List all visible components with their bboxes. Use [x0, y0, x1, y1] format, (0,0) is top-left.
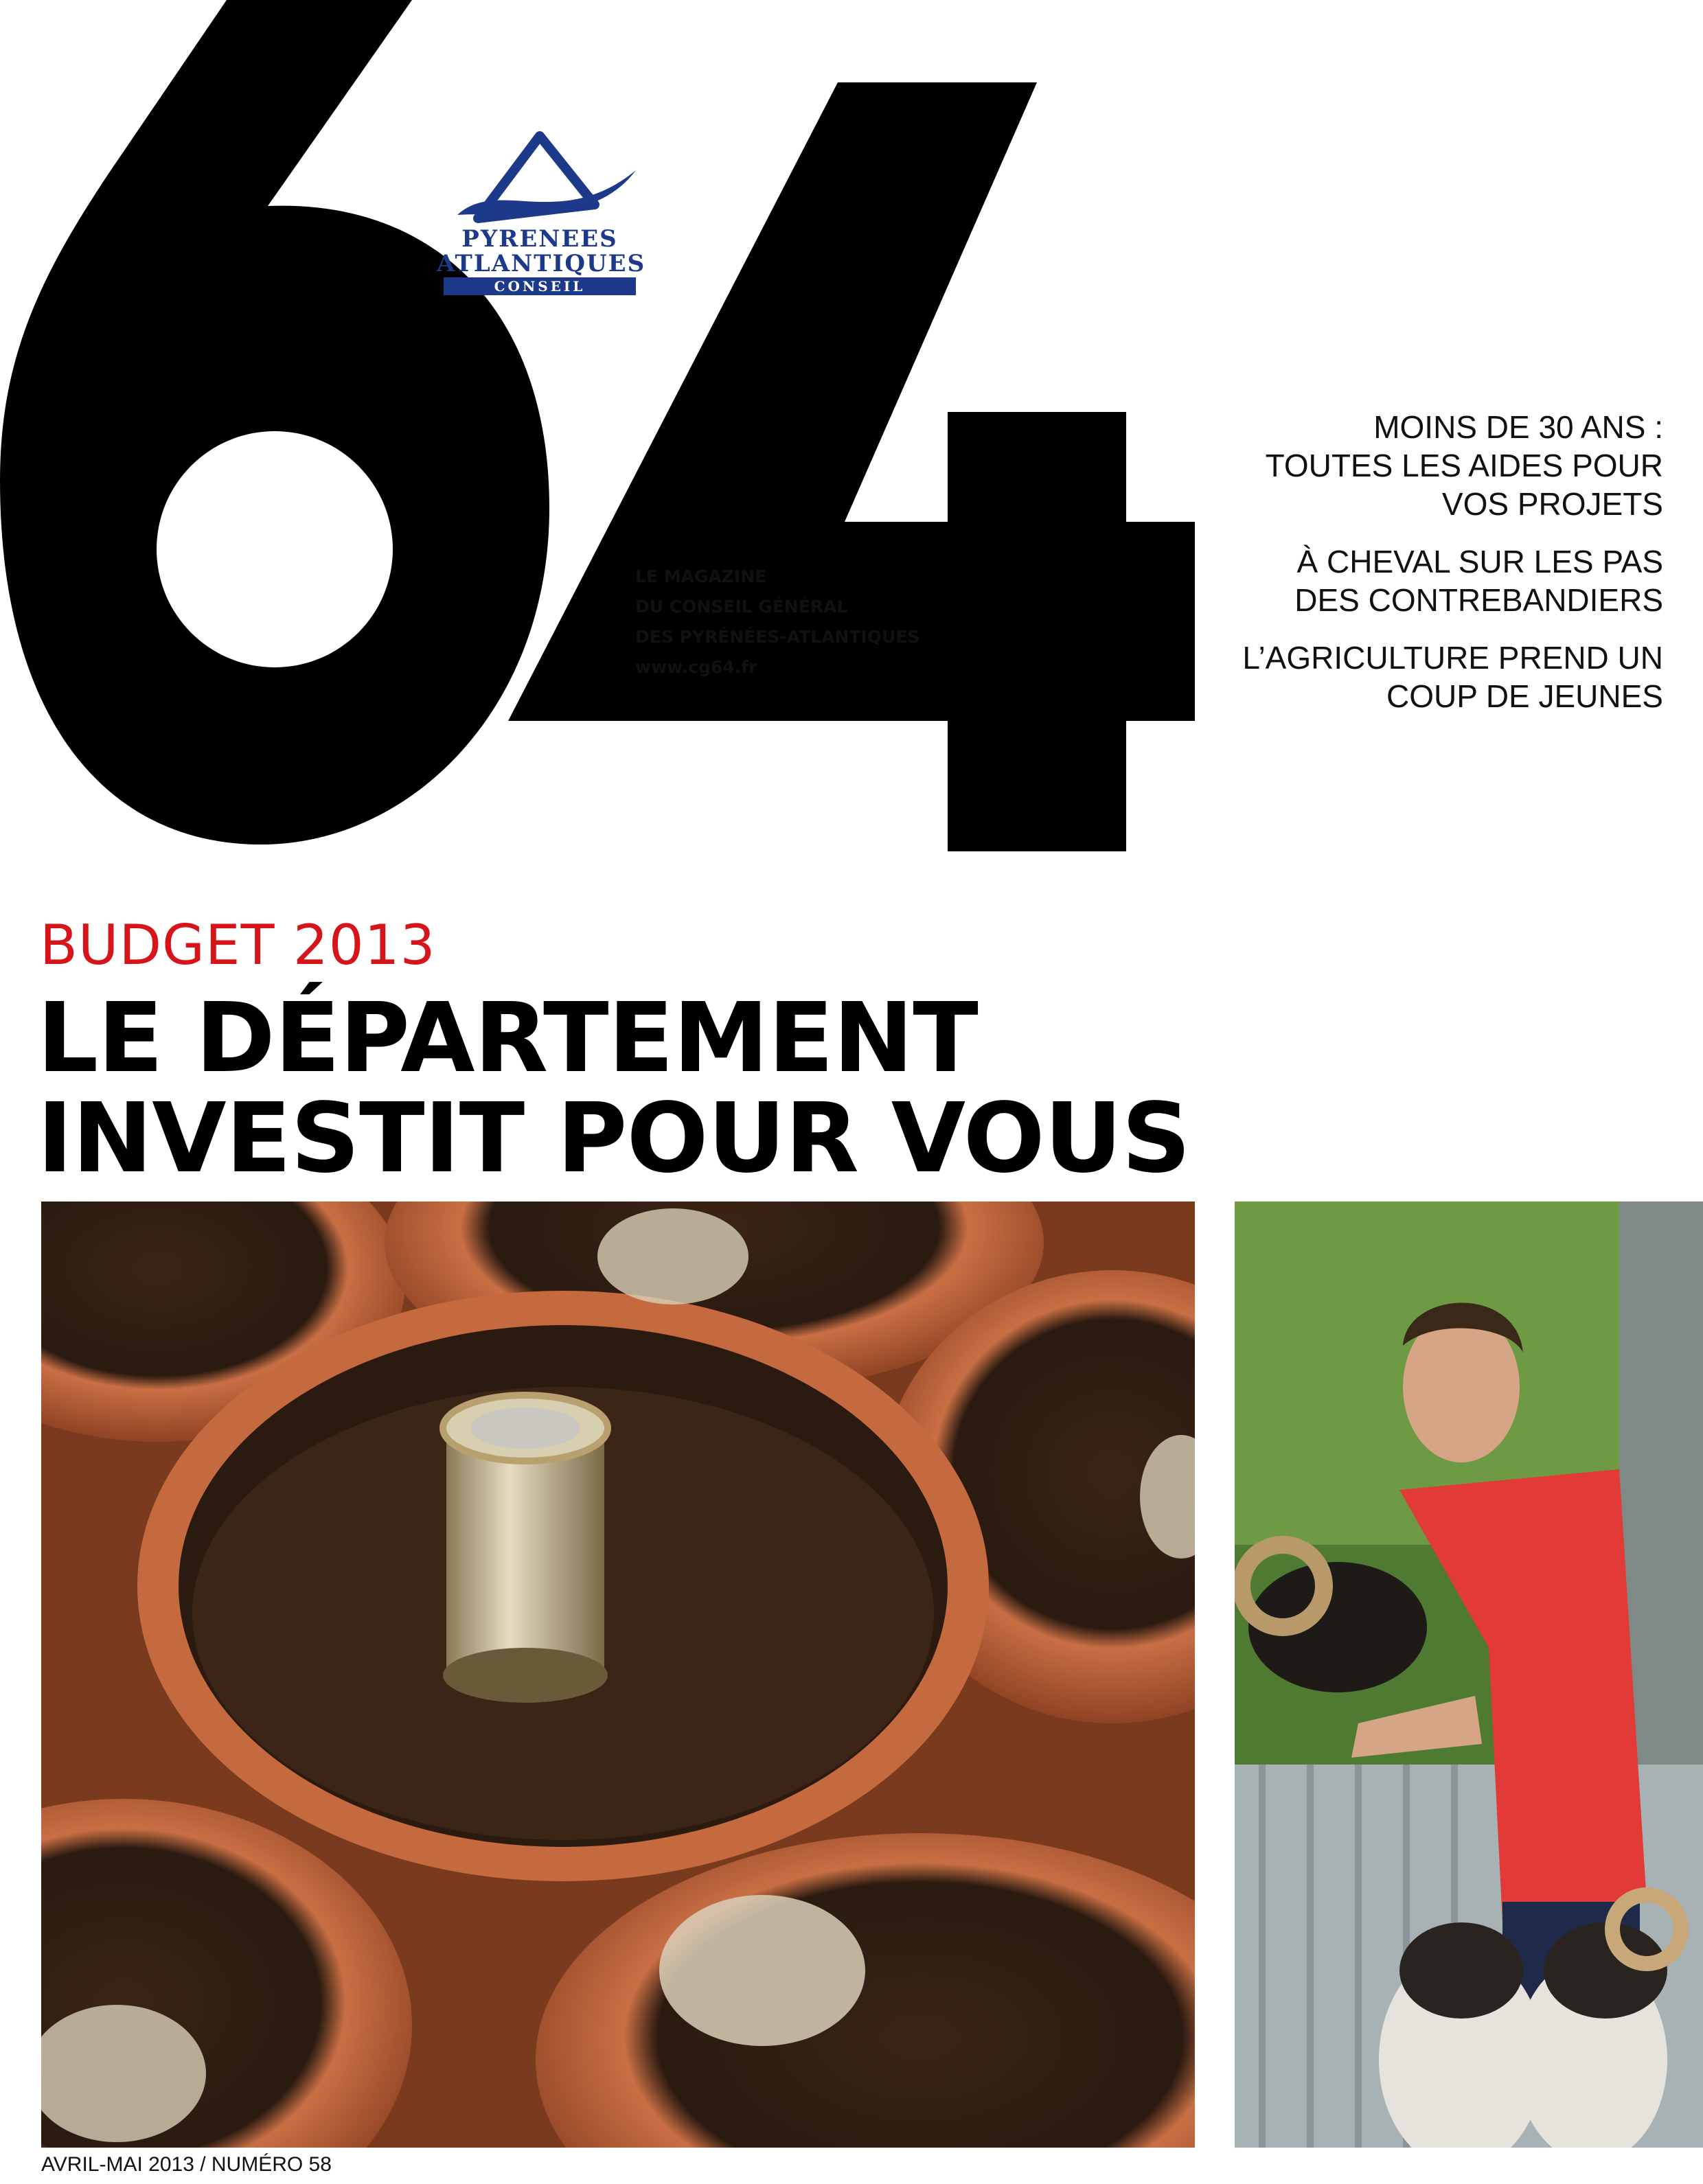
logo-line-conseil-general: CONSEIL GENERAL	[491, 278, 588, 312]
farmer-with-sheep-photo	[1235, 1202, 1703, 2148]
teaser-line: DES CONTREBANDIERS	[1294, 582, 1663, 618]
logo-line-atlantiques: ATLANTIQUES	[437, 250, 646, 277]
teaser-young-aid	[1141, 408, 1663, 523]
mountain-logo-icon	[437, 129, 643, 225]
issue-date: AVRIL-MAI 2013 / NUMÉRO 58	[41, 2153, 332, 2176]
conseil-general-logo	[437, 129, 646, 312]
coins-in-pots-photo	[41, 1202, 1195, 2148]
masthead-digit-6	[0, 0, 549, 844]
teaser-line: L’AGRICULTURE PREND UN	[1242, 640, 1663, 676]
teaser-line: À CHEVAL SUR LES PAS	[1296, 544, 1663, 579]
logo-banner	[444, 277, 636, 312]
teaser-horse-ride	[1141, 542, 1663, 619]
headline-line: LE DÉPARTEMENT	[37, 982, 978, 1094]
teaser-agriculture	[1141, 639, 1663, 715]
cover-kicker: BUDGET 2013	[40, 913, 436, 977]
magazine-tagline	[635, 562, 930, 682]
coin-stack	[443, 1395, 608, 1703]
tagline-website: www.cg64.fr	[635, 657, 757, 677]
teaser-line: TOUTES LES AIDES POUR	[1265, 448, 1663, 483]
teaser-line: MOINS DE 30 ANS :	[1373, 409, 1663, 445]
tagline-line: LE MAGAZINE	[635, 566, 767, 586]
logo-line-pyrenees: PYRENEES	[461, 225, 618, 253]
cover-headline	[37, 982, 1191, 1195]
tagline-line: DES PYRÉNÉES-ATLANTIQUES	[635, 627, 920, 647]
teaser-line: COUP DE JEUNES	[1386, 678, 1663, 714]
cover-teasers	[1141, 408, 1663, 735]
teaser-line: VOS PROJETS	[1441, 486, 1663, 522]
tagline-line: DU CONSEIL GÉNÉRAL	[635, 597, 848, 617]
headline-line: INVESTIT POUR VOUS	[37, 1083, 1191, 1195]
